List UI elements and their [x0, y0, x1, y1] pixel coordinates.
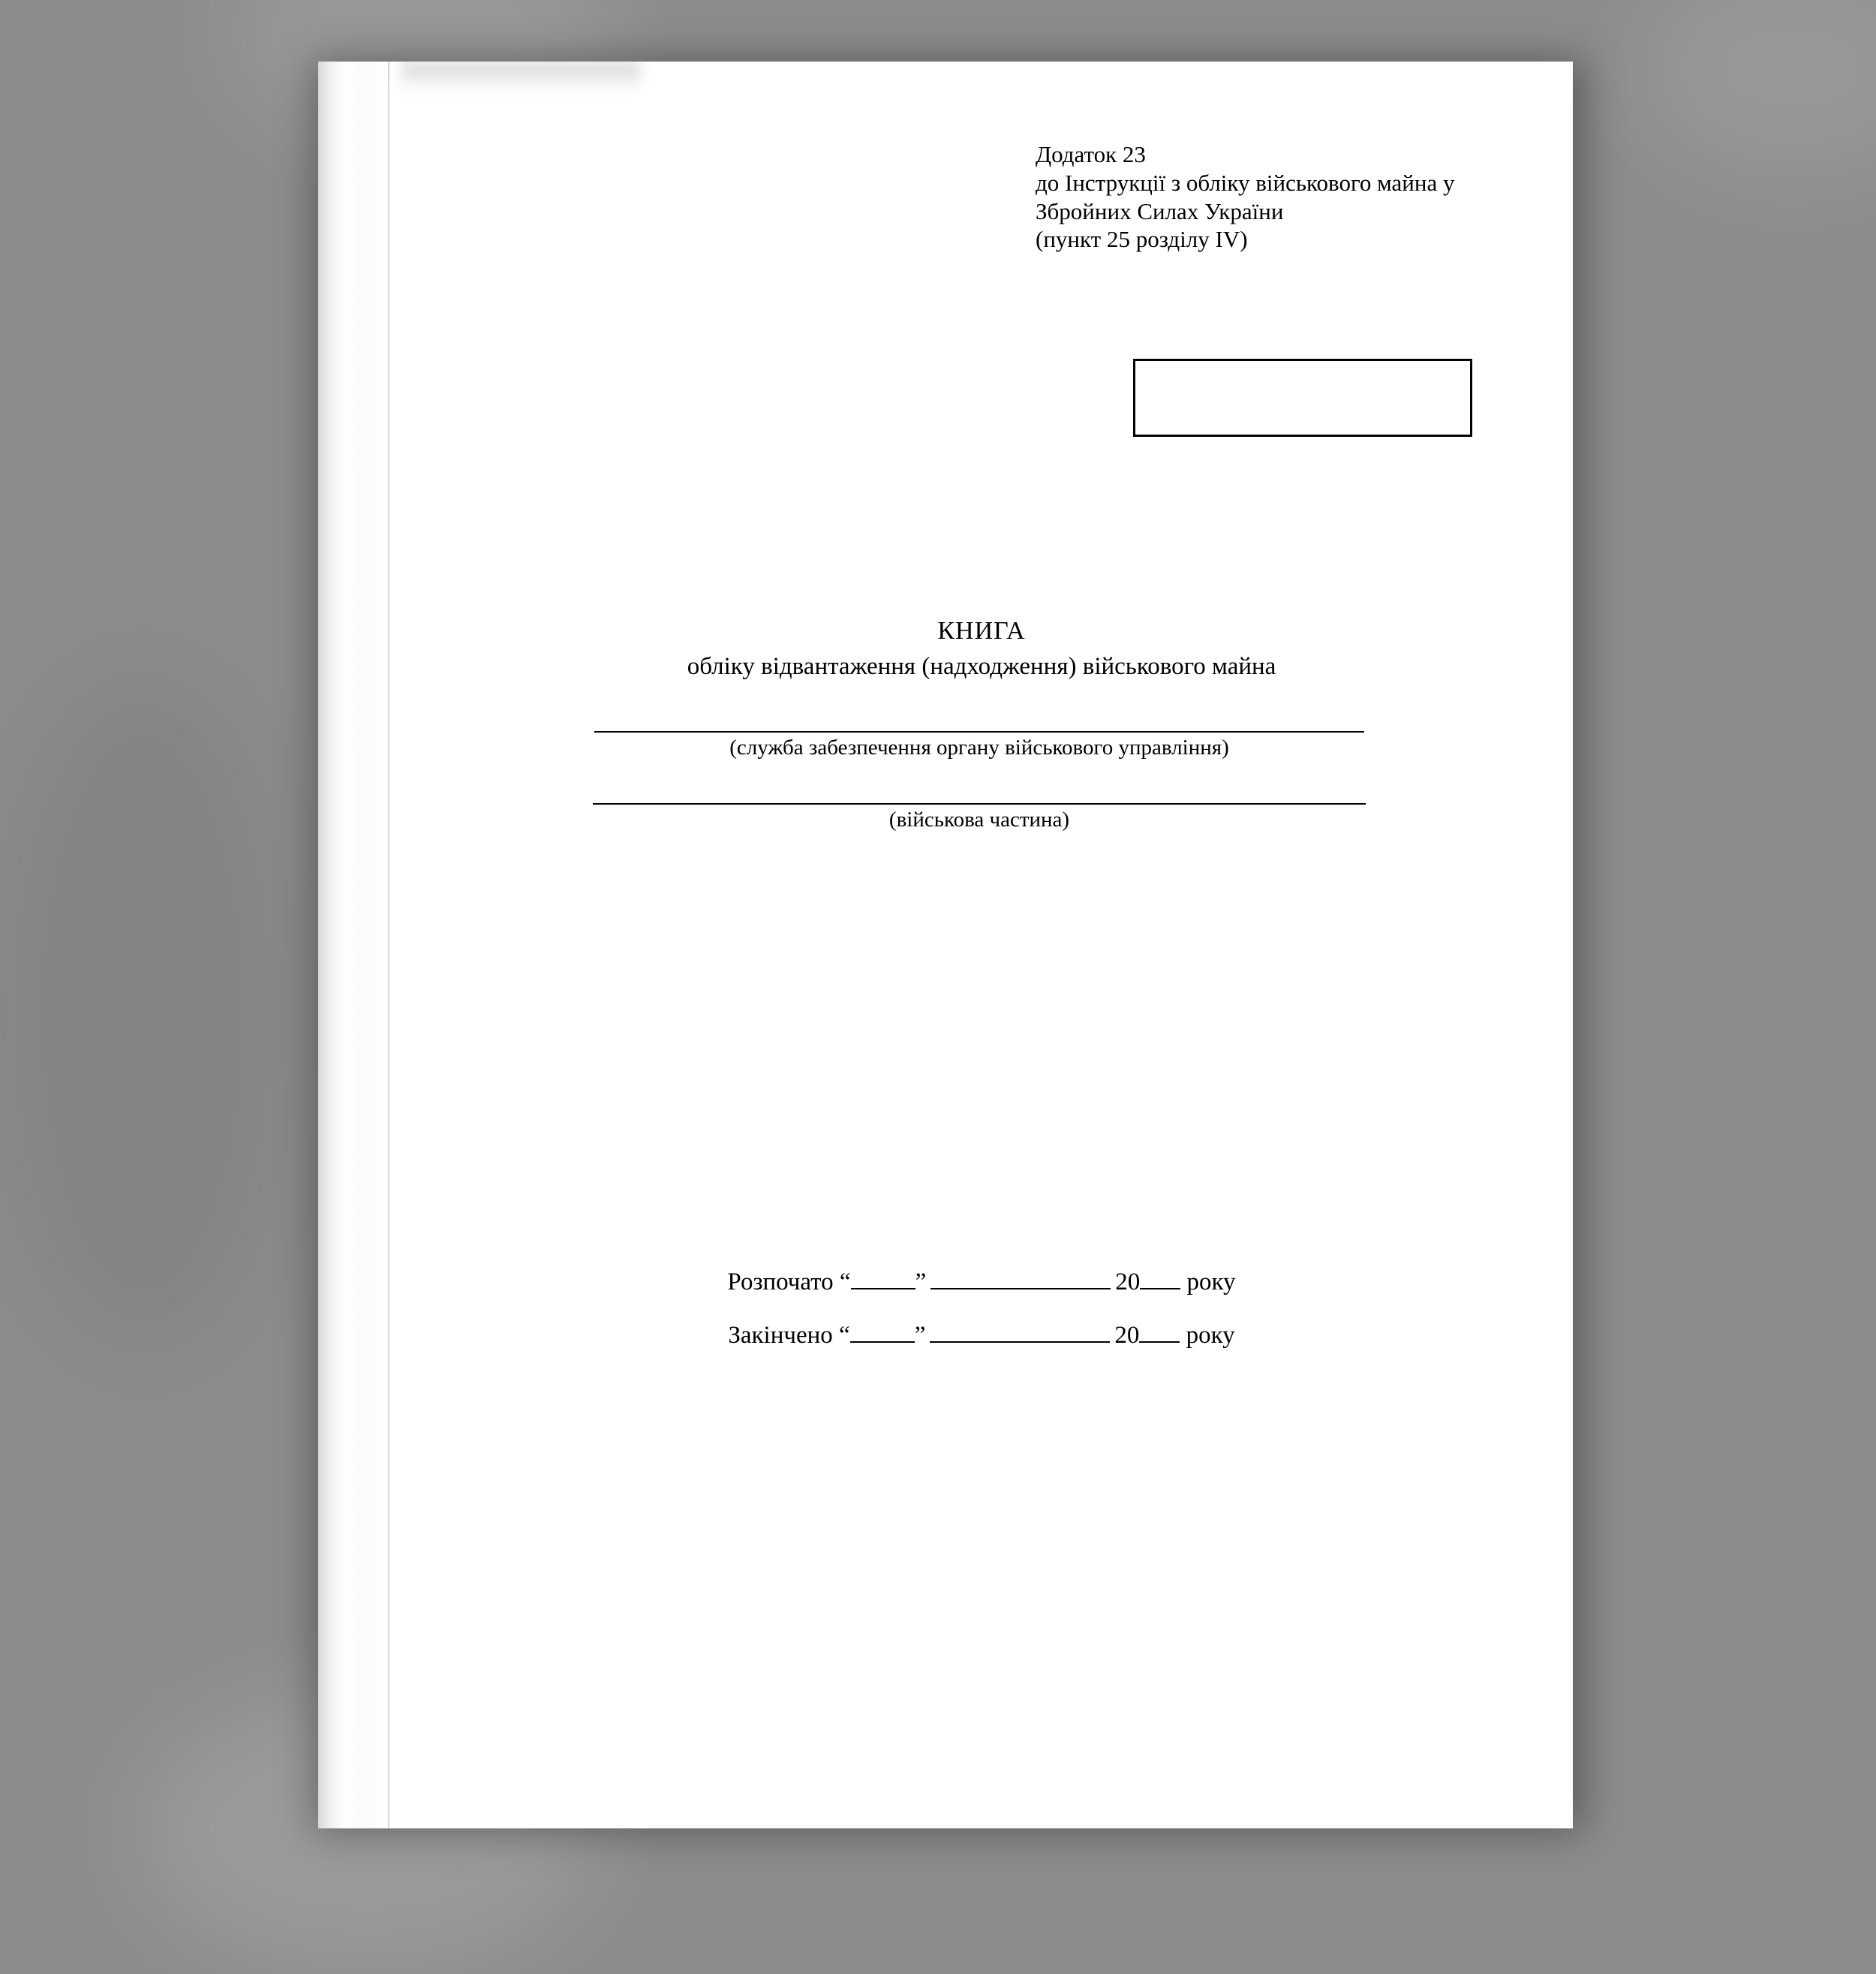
end-date-quote-open: “: [839, 1322, 850, 1349]
background-shadow-left: [0, 676, 285, 1351]
end-date-year-prefix: 20: [1114, 1322, 1140, 1349]
supply-service-input[interactable]: [594, 709, 1364, 733]
military-unit-field-group: [555, 781, 1403, 832]
end-date-quote-close: ”: [914, 1322, 926, 1349]
start-date-year-input[interactable]: [1140, 1288, 1180, 1289]
appendix-reference-block: [1036, 140, 1561, 254]
end-date-year-input[interactable]: [1139, 1341, 1180, 1343]
appendix-line-2: до Інструкції з обліку військового майна у: [1036, 169, 1455, 196]
dates-block: [390, 1268, 1573, 1375]
start-date-year-prefix: 20: [1115, 1268, 1141, 1295]
supply-service-caption: (служба забезпечення органу військового управління): [729, 736, 1229, 760]
document-page: [318, 62, 1573, 1828]
start-date-label: Розпочато: [727, 1268, 834, 1295]
end-date-row: [390, 1322, 1573, 1350]
document-title-block: [390, 617, 1573, 681]
supply-service-field-group: [555, 709, 1403, 760]
page-title: КНИГА: [937, 617, 1026, 645]
end-date-day-input[interactable]: [850, 1341, 915, 1343]
end-date-month-input[interactable]: [930, 1341, 1110, 1343]
page-subtitle: обліку відвантаження (надходження) військового майна: [687, 653, 1276, 680]
stamp-box[interactable]: [1133, 359, 1472, 437]
start-date-quote-close: ”: [915, 1268, 927, 1295]
start-date-day-input[interactable]: [851, 1288, 915, 1289]
background-highlight-top-right: [1636, 0, 1876, 180]
book-spine: [318, 62, 390, 1828]
end-date-label: Закінчено: [728, 1322, 833, 1349]
start-date-month-input[interactable]: [930, 1288, 1111, 1289]
military-unit-caption: (військова частина): [888, 808, 1070, 832]
end-date-year-word: року: [1186, 1322, 1235, 1349]
military-unit-input[interactable]: [593, 781, 1366, 805]
start-date-year-word: року: [1186, 1268, 1236, 1295]
appendix-line-1: Додаток 23: [1036, 141, 1146, 167]
start-date-quote-open: “: [839, 1268, 851, 1295]
spine-edge-line: [388, 62, 389, 1828]
appendix-line-4: (пункт 25 розділу IV): [1036, 226, 1248, 253]
start-date-row: [390, 1268, 1573, 1296]
page-content: [390, 62, 1573, 1828]
appendix-line-3: Збройних Силах України: [1036, 197, 1284, 224]
